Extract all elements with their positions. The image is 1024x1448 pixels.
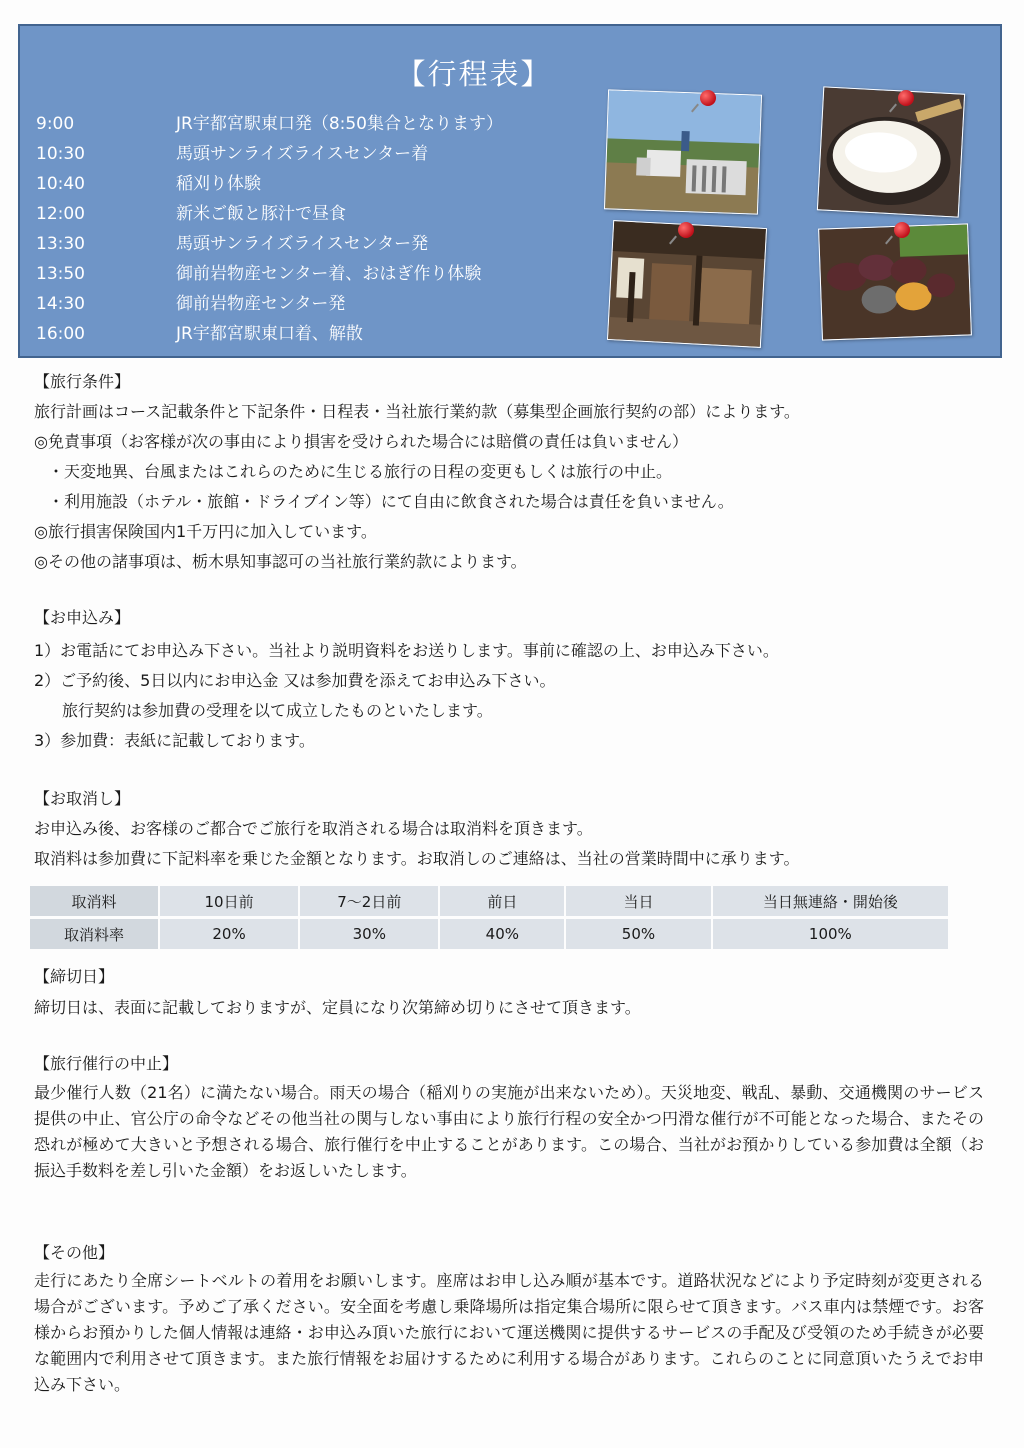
schedule-time: 10:40 <box>36 174 85 194</box>
fee-header-cell: 前日 <box>440 886 564 916</box>
schedule-activity: 馬頭サンライズライスセンター着 <box>176 144 429 164</box>
fee-rate-cell: 100% <box>713 919 948 949</box>
schedule-activity: 新米ご飯と豚汁で昼食 <box>176 204 346 224</box>
suspension-title: 【旅行催行の中止】 <box>34 1054 179 1073</box>
fee-header-label: 取消料 <box>30 886 158 916</box>
deadline-text: 締切日は、表面に記載しておりますが、定員になり次第締め切りにさせて頂きます。 <box>34 998 641 1017</box>
cancellation-title: 【お取消し】 <box>34 789 131 808</box>
schedule-time: 13:50 <box>36 264 85 284</box>
conditions-title: 【旅行条件】 <box>34 372 131 391</box>
deadline-title: 【締切日】 <box>34 967 115 986</box>
pushpin-icon <box>678 222 694 238</box>
suspension-text: 最少催行人数（21名）に満たない場合。雨天の場合（稲刈りの実施が出来ないため）。天災地変、戦乱、暴動、交通機関のサービス提供の中止、官公庁の命令などその他当社の関与しない事由により旅行行程の安全かつ円滑な催行が不可能となった場合、またその恐れが極めて大きいと予想される場合、旅行催行を中止することがあります。この場合、当社がお預かりしている参加費は全額（お振込手数料を差し引いた金額）をお返しいたします。 <box>34 1083 984 1180</box>
application-line: 1）お電話にてお申込み下さい。当社より説明資料をお送りします。事前に確認の上、お申込み下さい。 <box>34 641 779 660</box>
rice-harvest-truck-photo <box>604 89 762 214</box>
cancellation-line: お申込み後、お客様のご都合でご旅行を取消される場合は取消料を頂きます。 <box>34 819 593 838</box>
other-title: 【その他】 <box>34 1243 115 1262</box>
conditions-line: ◎旅行損害保険国内1千万円に加入しています。 <box>34 522 377 541</box>
fee-rate-cell: 40% <box>440 919 564 949</box>
conditions-line: ・天変地異、台風またはこれらのために生じる旅行の日程の変更もしくは旅行の中止。 <box>48 462 673 481</box>
cooked-rice-bowl-photo <box>817 86 965 217</box>
schedule-activity: 稲刈り体験 <box>176 174 261 194</box>
fee-header-row <box>30 886 948 916</box>
fee-rate-row <box>30 919 948 949</box>
pushpin-icon <box>894 222 910 238</box>
cancellation-fee-table <box>28 883 950 952</box>
schedule-time: 9:00 <box>36 114 75 134</box>
fee-rate-cell: 30% <box>300 919 438 949</box>
schedule-time: 12:00 <box>36 204 85 224</box>
market-hall-interior-photo <box>607 220 767 348</box>
schedule-activity: 馬頭サンライズライスセンター発 <box>176 234 429 254</box>
conditions-line: ◎免責事項（お客様が次の事由により損害を受けられた場合には賠償の責任は負いません） <box>34 432 688 451</box>
conditions-line: ・利用施設（ホテル・旅館・ドライブイン等）にて自由に飲食された場合は責任を負いません。 <box>48 492 734 511</box>
application-title: 【お申込み】 <box>34 608 131 627</box>
schedule-activity: JR宇都宮駅東口発（8:50集合となります） <box>176 114 504 134</box>
fee-rate-cell: 20% <box>160 919 298 949</box>
pushpin-icon <box>700 90 716 106</box>
fee-header-cell: 7〜2日前 <box>300 886 438 916</box>
schedule-activity: JR宇都宮駅東口着、解散 <box>176 324 363 344</box>
other-text: 走行にあたり全席シートベルトの着用をお願いします。座席はお申し込み順が基本です。道路状況などにより予定時刻が変更される場合がございます。予めご了承ください。安全面を考慮し乗降場所は指定集合場所に限らせて頂きます。バス車内は禁煙です。お客様からお預かりした個人情報は連絡・お申込み頂いた旅行において運送機関に提供するサービスの手配及び受領のため手続きが必要な範囲内で利用させて頂きます。また旅行情報をお届けするために利用する場合があります。これらのことに同意頂いたうえでお申込み下さい。 <box>34 1271 984 1394</box>
schedule-title: 【行程表】 <box>396 57 552 91</box>
schedule-time: 14:30 <box>36 294 85 314</box>
application-line: 2）ご予約後、5日以内にお申込金 又は参加費を添えてお申込み下さい。 <box>34 671 556 690</box>
conditions-line: ◎その他の諸事項は、栃木県知事認可の当社旅行業約款によります。 <box>34 552 527 571</box>
conditions-line: 旅行計画はコース記載条件と下記条件・日程表・当社旅行業約款（募集型企画旅行契約の部）によります。 <box>34 402 800 421</box>
cancellation-line: 取消料は参加費に下記料率を乗じた金額となります。お取消しのご連絡は、当社の営業時間中に承ります。 <box>34 849 800 868</box>
application-line: 3）参加費：表紙に記載しております。 <box>34 731 315 750</box>
schedule-panel <box>18 24 1002 358</box>
application-line: 旅行契約は参加費の受理を以て成立したものといたします。 <box>62 701 493 720</box>
ohagi-sweets-photo <box>818 223 972 340</box>
fee-rate-cell: 50% <box>566 919 710 949</box>
fee-header-cell: 当日 <box>566 886 710 916</box>
schedule-time: 16:00 <box>36 324 85 344</box>
schedule-time: 10:30 <box>36 144 85 164</box>
fee-header-cell: 当日無連絡・開始後 <box>713 886 948 916</box>
schedule-activity: 御前岩物産センター発 <box>176 294 346 314</box>
fee-header-cell: 10日前 <box>160 886 298 916</box>
schedule-activity: 御前岩物産センター着、おはぎ作り体験 <box>176 264 482 284</box>
fee-rate-label: 取消料率 <box>30 919 158 949</box>
schedule-time: 13:30 <box>36 234 85 254</box>
pushpin-icon <box>898 90 914 106</box>
